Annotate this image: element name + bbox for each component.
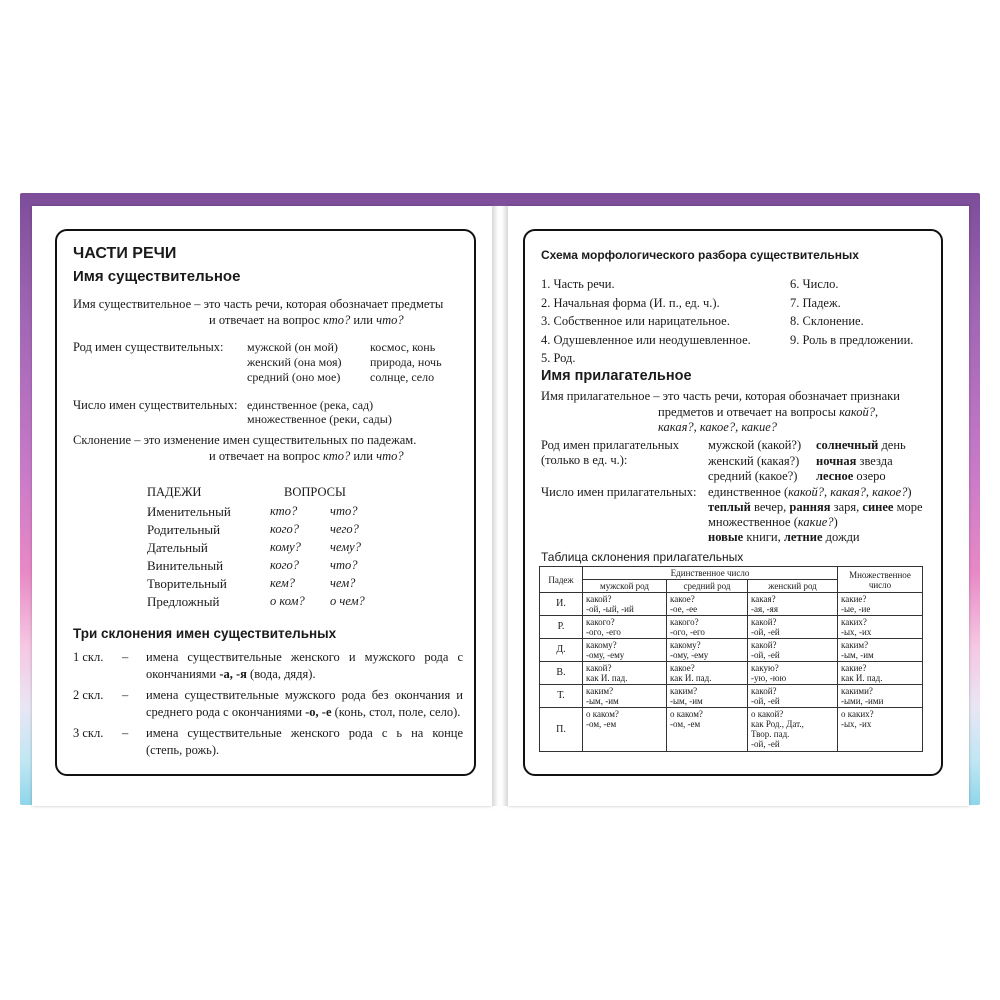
table-cell-question: какой? — [586, 663, 612, 673]
case-question-inanimate: чему? — [330, 540, 361, 554]
declension-dash: – — [122, 688, 129, 702]
declension-desc-line2 — [146, 666, 316, 683]
table-cell — [838, 593, 923, 616]
table-cell — [667, 685, 748, 708]
adj-gender-example — [816, 437, 906, 454]
table-cell-ending: -ому, -ему — [586, 650, 625, 660]
case-question-inanimate: чем? — [330, 576, 356, 590]
declension-desc-line2 — [146, 742, 219, 759]
table-cell-question: каких? — [841, 617, 867, 627]
declension-definition-line1: Склонение – это изменение имен существительных по падежам. — [73, 433, 417, 447]
table-cell-ending: как И. пад. — [670, 673, 712, 683]
table-cell — [583, 616, 667, 639]
table-cell — [838, 639, 923, 662]
noun-gender-masc: мужской (он мой) — [247, 340, 338, 354]
table-cell-ending: -ой, -ей — [751, 650, 780, 660]
declension-definition-line2: и отвечает на вопрос кто? или что? — [209, 449, 404, 463]
case-question-animate: кому? — [270, 540, 301, 554]
noun-gender-neut: средний (оно мое) — [247, 370, 341, 384]
adj-example-noun: звезда — [856, 453, 893, 468]
table-cell — [838, 685, 923, 708]
table-cell-ending: -ые, -ие — [841, 604, 871, 614]
noun-number-plural: множественное (реки, сады) — [247, 412, 392, 426]
adj-number-singular-examples: теплый вечер, ранняя заря, синее море — [708, 500, 923, 514]
table-row — [540, 708, 923, 752]
table-cell-ending: -ой, -ый, -ий — [586, 604, 634, 614]
adj-gender-label2: (только в ед. ч.): — [541, 453, 628, 467]
declension-endings: -о, -е — [305, 705, 332, 719]
table-cell — [667, 639, 748, 662]
table-cell-question: какому? — [586, 640, 617, 650]
table-cell-question: какое? — [670, 663, 695, 673]
table-cell-question: какому? — [670, 640, 701, 650]
table-cell-ending: -ым, -им — [586, 696, 619, 706]
table-cell-ending: -ым, -им — [841, 650, 874, 660]
adj-gender-example — [816, 453, 893, 470]
case-name: Именительный — [147, 504, 231, 519]
table-row — [540, 639, 923, 662]
noun-number-label: Число имен существительных: — [73, 398, 238, 412]
adj-gender-example — [816, 468, 886, 485]
case-question-animate: о ком? — [270, 594, 305, 608]
case-question-inanimate: что? — [330, 504, 358, 518]
case-question-animate: кто? — [270, 504, 298, 518]
case-name: Творительный — [147, 576, 227, 591]
scheme-item: 7. Падеж. — [790, 295, 841, 310]
table-header-feminine: женский род — [748, 580, 838, 593]
table-cell-question: какой? — [586, 594, 612, 604]
adj-definition-line2: предметов и отвечает на вопросы какой?, — [658, 405, 879, 419]
table-header-neuter: средний род — [667, 580, 748, 593]
table-cell-case: Р. — [540, 616, 583, 639]
case-question-inanimate: что? — [330, 558, 358, 572]
declension-endings: -а, -я — [219, 667, 247, 681]
case-question-inanimate: чего? — [330, 522, 359, 536]
table-cell-question: какую? — [751, 663, 779, 673]
noun-gender-fem: женский (она моя) — [247, 355, 342, 369]
noun-gender-fem-examples: природа, ночь — [370, 355, 442, 369]
questions-header: ВОПРОСЫ — [284, 485, 346, 499]
scheme-item: 6. Число. — [790, 277, 839, 291]
noun-gender-neut-examples: солнце, село — [370, 370, 435, 384]
table-cell-question: каким? — [586, 686, 614, 696]
case-question-animate: кого? — [270, 558, 299, 572]
table-cell — [748, 639, 838, 662]
declension-desc-line1: имена существительные мужского рода без окончания и — [146, 688, 463, 702]
adj-number-plural: множественное (какие?) — [708, 515, 838, 529]
adj-number-singular: единственное (какой?, какая?, какое?) — [708, 485, 912, 499]
table-cell-question: о какой? — [751, 709, 784, 719]
table-cell-ending: -ое, -ее — [670, 604, 698, 614]
adj-gender-name: мужской (какой?) — [708, 438, 802, 452]
table-cell — [667, 662, 748, 685]
declension-desc-line1: имена существительные женского рода с ь на конце — [146, 726, 463, 740]
table-row — [540, 662, 923, 685]
noun-definition-line1: Имя существительное – это часть речи, которая обозначает предметы — [73, 297, 444, 311]
adjective-declension-table — [539, 566, 923, 752]
noun-gender-masc-examples: космос, конь — [370, 340, 436, 354]
noun-number-singular: единственное (река, сад) — [247, 398, 374, 412]
scheme-item: 2. Начальная форма (И. п., ед. ч.). — [541, 295, 720, 310]
table-cell-ending: Твор. пад. — [751, 729, 790, 739]
declension-desc-text: среднего рода с окончаниями — [146, 705, 306, 719]
table-cell — [838, 662, 923, 685]
declension-desc-line1: имена существительные женского и мужского рода с — [146, 650, 463, 664]
table-cell — [838, 616, 923, 639]
table-cell-ending: как И. пад. — [841, 673, 883, 683]
table-header-plural: Множественное число — [838, 567, 923, 593]
scheme-item: 5. Род. — [541, 351, 576, 365]
declension-table-title: Таблица склонения прилагательных — [541, 550, 744, 564]
scheme-item: 9. Роль в предложении. — [790, 332, 914, 347]
declension-dash: – — [122, 650, 129, 664]
table-cell — [838, 708, 923, 752]
page-title: ЧАСТИ РЕЧИ — [73, 245, 177, 262]
adj-example-noun: день — [878, 438, 906, 452]
table-cell-question: какое? — [670, 594, 695, 604]
table-cell — [748, 662, 838, 685]
table-cell-question: каким? — [670, 686, 698, 696]
table-cell-ending: как Род., Дат., — [751, 719, 804, 729]
table-cell — [667, 593, 748, 616]
table-cell-ending: -ом, -ем — [670, 719, 701, 729]
table-cell-ending: -ой, -ей — [751, 627, 780, 637]
table-cell-case: П. — [540, 708, 583, 752]
noun-gender-label: Род имен существительных: — [73, 340, 224, 354]
table-cell-question: о каком? — [586, 709, 619, 719]
table-cell-ending: -ая, -яя — [751, 604, 778, 614]
declension-desc-text: (степь, рожь). — [146, 743, 220, 757]
three-declensions-title: Три склонения имен существительных — [73, 626, 337, 641]
case-question-inanimate: о чем? — [330, 594, 365, 608]
table-row — [540, 616, 923, 639]
section-title-noun: Имя существительное — [73, 268, 241, 285]
table-cell-ending: -ыми, -ими — [841, 696, 884, 706]
adj-example-word: солнечный — [816, 438, 879, 452]
table-cell-question: какие? — [841, 663, 867, 673]
case-name: Дательный — [147, 540, 208, 555]
declension-examples: (конь, стол, поле, село). — [331, 705, 461, 719]
declension-number: 2 скл. — [73, 688, 104, 702]
table-cell-ending: -ых, -их — [841, 719, 872, 729]
table-cell — [667, 616, 748, 639]
case-name: Родительный — [147, 522, 221, 537]
adj-example-word: лесное — [816, 469, 854, 483]
scheme-item: 8. Склонение. — [790, 314, 864, 328]
table-cell — [583, 662, 667, 685]
table-cell-case: И. — [540, 593, 583, 616]
table-cell — [748, 708, 838, 752]
table-cell-case: Д. — [540, 639, 583, 662]
book-spine — [492, 206, 508, 806]
table-cell — [667, 708, 748, 752]
table-row — [540, 593, 923, 616]
table-cell-question: какой? — [751, 617, 777, 627]
table-cell-ending: -ого, -его — [670, 627, 705, 637]
table-cell-case: Т. — [540, 685, 583, 708]
table-cell — [748, 685, 838, 708]
table-cell — [583, 708, 667, 752]
adj-gender-name: средний (какое?) — [708, 469, 798, 483]
declension-desc-line2 — [146, 704, 460, 721]
cases-header: ПАДЕЖИ — [147, 485, 202, 499]
table-cell-ending: как И. пад. — [586, 673, 628, 683]
declension-dash: – — [122, 726, 129, 740]
adj-example-word: ночная — [816, 453, 857, 468]
case-question-animate: кем? — [270, 576, 295, 590]
table-cell — [748, 593, 838, 616]
table-cell-ending: -ых, -их — [841, 627, 872, 637]
adj-gender-name: женский (какая?) — [708, 453, 800, 468]
table-cell-ending: -ого, -его — [586, 627, 621, 637]
noun-definition-line2: и отвечает на вопрос кто? или что? — [209, 313, 404, 327]
scheme-title: Схема морфологического разбора существительных — [541, 248, 859, 262]
adj-number-label: Число имен прилагательных: — [541, 485, 697, 499]
table-header-masculine: мужской род — [583, 580, 667, 593]
table-cell — [583, 593, 667, 616]
table-cell-question: о каких? — [841, 709, 874, 719]
table-header-case: Падеж — [540, 567, 583, 593]
table-cell-case: В. — [540, 662, 583, 685]
declension-number: 3 скл. — [73, 726, 104, 740]
table-cell-question: какими? — [841, 686, 873, 696]
case-question-animate: кого? — [270, 522, 299, 536]
table-cell-question: какого? — [670, 617, 699, 627]
table-cell-question: какие? — [841, 594, 867, 604]
adj-number-plural-examples: новые книги, летние дожди — [708, 530, 860, 544]
table-cell-question: какой? — [751, 640, 777, 650]
case-name: Винительный — [147, 558, 224, 573]
section-title-adjective: Имя прилагательное — [541, 368, 692, 384]
table-row — [540, 685, 923, 708]
table-cell-question: какого? — [586, 617, 615, 627]
case-name: Предложный — [147, 594, 220, 609]
scheme-item: 3. Собственное или нарицательное. — [541, 314, 730, 328]
table-header-singular: Единственное число — [583, 567, 838, 580]
table-cell-question: о каком? — [670, 709, 703, 719]
table-cell-question: каким? — [841, 640, 869, 650]
adj-example-noun: озеро — [853, 469, 886, 483]
declension-desc-text: окончаниями — [146, 667, 220, 681]
scheme-item: 4. Одушевленное или неодушевленное. — [541, 332, 751, 347]
declension-examples: (вода, дядя). — [246, 667, 316, 681]
declension-number: 1 скл. — [73, 650, 104, 664]
table-cell — [583, 685, 667, 708]
table-cell-ending: -ую, -юю — [751, 673, 787, 683]
table-cell-ending: -ой, -ей — [751, 739, 780, 749]
adj-definition-line1: Имя прилагательное – это часть речи, которая обозначает признаки — [541, 389, 900, 403]
adj-gender-label1: Род имен прилагательных — [541, 438, 680, 452]
table-cell-question: какой? — [751, 686, 777, 696]
scheme-item: 1. Часть речи. — [541, 277, 615, 291]
table-cell — [583, 639, 667, 662]
table-cell — [748, 616, 838, 639]
table-cell-ending: -ому, -ему — [670, 650, 709, 660]
table-cell-ending: -ой, -ей — [751, 696, 780, 706]
table-cell-ending: -ом, -ем — [586, 719, 617, 729]
table-cell-ending: -ым, -им — [670, 696, 703, 706]
adj-definition-line3: какая?, какое?, какие? — [658, 420, 778, 434]
table-cell-question: какая? — [751, 594, 776, 604]
